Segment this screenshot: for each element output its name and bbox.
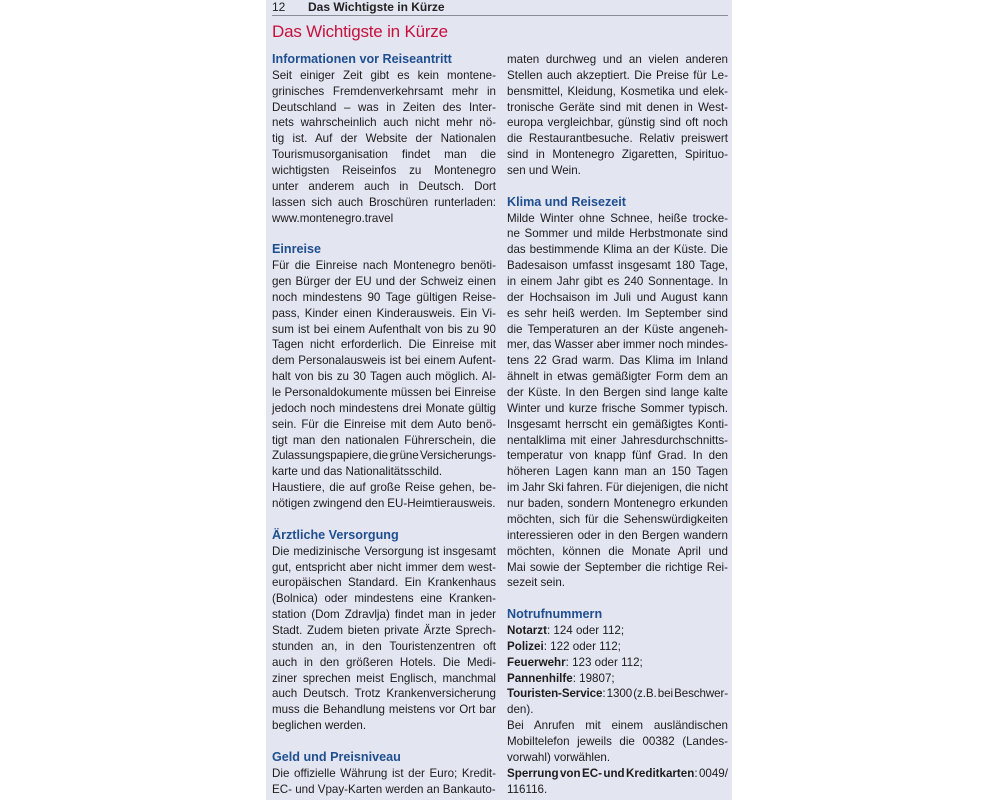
line-content (507, 624, 624, 637)
paragraph (507, 718, 728, 766)
line-content (507, 402, 728, 415)
text-line (507, 575, 728, 591)
section-heading (272, 52, 496, 68)
line-content (507, 767, 728, 780)
section-heading-text: Ärztliche Versorgung (272, 527, 399, 542)
line-content (507, 481, 728, 494)
line-text: möchten, sich für die Sehenswürdigkeiten (507, 512, 728, 526)
line-text: : 1300 (z.B. bei Beschwer- (602, 687, 728, 701)
line-content (272, 164, 496, 177)
line-content (272, 672, 496, 685)
line-content (272, 434, 496, 447)
line-text: bensmittel, Kleidung, Kosmetika und elek- (507, 84, 728, 98)
line-text: sind in Montenegro Zigaretten, Spirituo- (507, 148, 728, 162)
line-content (507, 69, 728, 82)
section-gap (272, 734, 496, 750)
paragraph (272, 544, 496, 734)
section-heading (272, 528, 496, 544)
line-content (272, 703, 496, 716)
line-text: sen und Wein. (507, 164, 581, 178)
text-line (507, 147, 728, 163)
right-column (507, 52, 728, 797)
text-line (507, 734, 728, 750)
line-content (272, 783, 496, 796)
line-text: interessieren oder in den Bergen wandern (507, 528, 728, 542)
section-heading (507, 195, 728, 211)
line-text: Die offizielle Währung ist der Euro; Kredit- (272, 766, 496, 780)
text-line (272, 464, 496, 480)
line-content (507, 227, 728, 240)
text-line (507, 464, 728, 480)
text-line (507, 750, 728, 766)
line-content (272, 592, 496, 605)
text-line (272, 131, 496, 147)
line-content (507, 672, 615, 685)
text-line (272, 560, 496, 576)
line-text: das bestimmende Klima an der Küste. Die (507, 243, 728, 257)
running-title: Das Wichtigste in Kürze (308, 0, 445, 14)
line-text: lassen sich auch Broschüren runterladen: (272, 195, 496, 209)
line-text: Stellen auch akzeptiert. Die Preise für Le- (507, 68, 728, 82)
text-line (272, 702, 496, 718)
line-content (272, 370, 496, 383)
line-text: EC- und Vpay-Karten werden an Bankauto- (272, 782, 496, 796)
text-line (272, 718, 496, 734)
text-line (272, 306, 496, 322)
text-line (272, 480, 496, 496)
line-content (272, 101, 496, 114)
text-line (272, 607, 496, 623)
line-text: tig ist. Auf der Website der Nationalen (272, 132, 496, 146)
line-content (272, 386, 496, 399)
paragraph (507, 639, 728, 655)
text-line (507, 623, 728, 639)
line-text: nentalklima mit einer Jahresdurchschnitts- (507, 433, 728, 447)
line-content (507, 497, 728, 510)
line-content (272, 449, 496, 462)
line-text: Stadt. Zudem bieten private Ärzte Sprech- (272, 623, 496, 637)
text-line (507, 528, 728, 544)
text-line (507, 766, 728, 782)
line-text: gen Bürger der EU und der Schweiz einen (272, 275, 496, 289)
line-text: sezeit sein. (507, 576, 565, 590)
line-text: grinisches Fremdenverkehrsamt mehr in (272, 84, 496, 98)
text-line (272, 68, 496, 84)
text-line (507, 211, 728, 227)
line-text: Milde Winter ohne Schnee, heiße trocke- (507, 211, 728, 225)
line-text: : 19807; (572, 671, 615, 685)
line-text: (Bolnica) oder mindestens eine Kranken- (272, 592, 496, 606)
text-line (507, 718, 728, 734)
line-text: 116116. (507, 782, 548, 796)
line-content (272, 656, 496, 669)
text-line (507, 337, 728, 353)
text-line (507, 782, 728, 798)
section-gap (507, 179, 728, 195)
line-content (272, 180, 496, 193)
line-text: station (Dom Zdravlja) findet man in jeder (272, 608, 496, 622)
bold-term: Notarzt (507, 623, 547, 637)
text-line (272, 84, 496, 100)
paragraph (507, 623, 728, 639)
text-line (272, 544, 496, 560)
text-line (272, 766, 496, 782)
section-heading-text: Notrufnummern (507, 607, 603, 622)
line-content (272, 465, 442, 478)
text-line (272, 433, 496, 449)
text-line (507, 686, 728, 702)
text-line (272, 163, 496, 179)
text-line (507, 131, 728, 147)
line-content (272, 307, 496, 320)
line-content (507, 465, 728, 478)
line-content (272, 481, 496, 494)
line-content (507, 640, 621, 653)
line-text: auch Deutsch. Trotz Krankenversicherung (272, 687, 496, 701)
line-text: noch mindestens 90 Tage gültigen Reise- (272, 290, 496, 304)
line-text: dem Personalausweis ist bei einem Aufent- (272, 354, 496, 368)
text-line (272, 417, 496, 433)
text-line (507, 274, 728, 290)
line-content (507, 243, 728, 256)
text-line (272, 195, 496, 211)
line-text: beglichen werden. (272, 719, 367, 733)
line-content (507, 687, 728, 700)
line-content (507, 735, 728, 748)
line-text: pass, Kinder einen Kinderausweis. Ein Vi- (272, 306, 496, 320)
bold-term: Sperrung von EC- und Kreditkarten (507, 766, 695, 780)
line-content (507, 434, 728, 447)
text-line (507, 84, 728, 100)
line-text: europa vergleichbar, günstig sind oft noch (507, 116, 728, 130)
line-content (272, 275, 496, 288)
text-line (507, 226, 728, 242)
line-text: gut, entspricht aber nicht immer dem west- (272, 560, 496, 574)
line-content (507, 116, 728, 129)
line-content (507, 418, 728, 431)
section-heading-text: Klima und Reisezeit (507, 194, 626, 209)
line-content (507, 307, 728, 320)
line-content (507, 323, 728, 336)
line-text: ne Sommer und milde Herbstmonate sind (507, 227, 728, 241)
line-text: sein. Für die Einreise mit dem Auto benö- (272, 417, 496, 431)
line-content (507, 354, 728, 367)
line-text: möchten, können die Monate April und (507, 544, 728, 558)
line-content (507, 85, 728, 98)
line-text: mer, das Wasser aber immer noch mindes- (507, 338, 728, 352)
line-content (507, 259, 728, 272)
line-content (507, 529, 728, 542)
line-content (272, 624, 496, 637)
text-line (507, 512, 728, 528)
line-content (272, 291, 496, 304)
section-heading-text: Geld und Preisniveau (272, 749, 401, 764)
line-text: Deutschland – was in Zeiten des Inter- (272, 100, 496, 114)
line-text: maten durchweg und an vielen anderen (507, 53, 728, 66)
line-text: Bei Anrufen mit einem ausländischen (507, 719, 728, 733)
line-text: tens 22 Grad warm. Das Klima im Inland (507, 354, 728, 368)
section-gap (507, 591, 728, 607)
text-line (507, 68, 728, 84)
text-line (272, 575, 496, 591)
text-line (507, 671, 728, 687)
line-content (507, 101, 728, 114)
line-content (507, 449, 728, 462)
line-text: wichtigsten Reiseinfos zu Montenegro (272, 164, 496, 178)
line-content (507, 783, 547, 796)
line-text: : 0049/ (694, 766, 728, 780)
line-text: : 122 oder 112; (543, 639, 621, 653)
text-line (272, 100, 496, 116)
line-text: den). (507, 703, 534, 717)
line-text: Badesaison umfasst insgesamt 180 Tage, (507, 259, 728, 273)
line-content (507, 751, 610, 764)
text-line (272, 179, 496, 195)
text-line (507, 115, 728, 131)
line-content (272, 148, 496, 161)
line-text: le Personaldokumente müssen bei Einreise (272, 386, 496, 400)
line-content (272, 608, 496, 621)
line-content (272, 640, 496, 653)
text-line (507, 544, 728, 560)
text-line (272, 782, 496, 798)
bold-term: Touristen-Service (507, 687, 603, 701)
line-content (507, 148, 728, 161)
line-text: www.montenegro.travel (272, 211, 394, 225)
text-line (272, 623, 496, 639)
paragraph (507, 655, 728, 671)
text-line (507, 258, 728, 274)
line-text: europäischen Standard. Ein Krankenhaus (272, 576, 496, 590)
line-text: Die medizinische Versorgung ist insgesamt (272, 544, 496, 558)
line-text: nur baden, sondern Montenegro erkunden (507, 497, 728, 511)
text-line (507, 417, 728, 433)
text-line (507, 702, 728, 718)
text-line (272, 496, 496, 512)
line-text: stunden an, in den Touristenzentren oft (272, 639, 496, 653)
text-line (507, 163, 728, 179)
text-line (507, 496, 728, 512)
line-text: Mobiltelefon jeweils die 00382 (Landes- (507, 734, 728, 748)
paragraph (507, 671, 728, 687)
line-text: vorwahl) vorwählen. (507, 750, 611, 764)
text-line (507, 385, 728, 401)
left-column (272, 52, 496, 797)
paragraph (272, 258, 496, 480)
text-line (272, 655, 496, 671)
line-content (507, 386, 728, 399)
text-line (272, 353, 496, 369)
text-line (507, 433, 728, 449)
paragraph (272, 68, 496, 227)
text-line (272, 337, 496, 353)
text-line (272, 401, 496, 417)
text-line (272, 591, 496, 607)
section-heading-text: Einreise (272, 242, 322, 257)
line-content (507, 53, 728, 66)
section-gap (272, 512, 496, 528)
text-line (507, 52, 728, 68)
line-text: die Temperaturen an der Küste angeneh- (507, 322, 728, 336)
text-line (507, 290, 728, 306)
paragraph (507, 686, 728, 718)
line-text: temperatur von knapp fünf Grad. In den (507, 449, 728, 463)
line-content (272, 259, 496, 272)
page-title: Das Wichtigste in Kürze (272, 22, 448, 41)
line-text: in einem Jahr gibt es 240 Sonnentage. In (507, 275, 728, 289)
section-heading (507, 607, 728, 623)
section-heading-text: Informationen vor Reiseantritt (272, 52, 452, 66)
line-text: muss die Behandlung meistens vor Ort bar (272, 703, 496, 717)
text-line (507, 639, 728, 655)
text-line (272, 211, 496, 227)
text-line (507, 306, 728, 322)
line-text: die Restaurantbesuche. Relativ preiswert (507, 132, 728, 146)
line-content (507, 164, 581, 177)
text-line (272, 448, 496, 464)
line-content (507, 561, 728, 574)
text-line (272, 322, 496, 338)
line-text: Tourismusorganisation findet man die (272, 148, 496, 162)
line-content (507, 275, 728, 288)
text-line (272, 258, 496, 274)
line-content (507, 513, 728, 526)
line-content (272, 687, 496, 700)
line-content (507, 212, 728, 225)
line-content (272, 116, 496, 129)
line-content (272, 418, 496, 431)
line-text: halt von bis zu 30 Tagen auch möglich. Al- (272, 370, 496, 384)
line-text: Seit einiger Zeit gibt es kein montene- (272, 68, 496, 82)
line-content (272, 338, 496, 351)
paragraph (507, 766, 728, 798)
line-text: jedoch noch mindestens drei Monate gültig (272, 401, 496, 415)
line-text: es sehr heiß werden. Im September sind (507, 306, 728, 320)
line-text: karte und das Nationalitätsschild. (272, 465, 443, 479)
text-line (507, 401, 728, 417)
text-line (507, 322, 728, 338)
line-text: der Küste. In den Bergen sind lange kalte (507, 386, 728, 400)
line-text: Tagen nicht erforderlich. Die Einreise mit (272, 338, 496, 352)
text-line (507, 100, 728, 116)
line-content (272, 132, 496, 145)
line-content (507, 132, 728, 145)
line-content (507, 291, 728, 304)
paragraph (507, 52, 728, 179)
text-line (272, 274, 496, 290)
text-line (272, 671, 496, 687)
line-content (272, 719, 366, 732)
line-text: nets wahrscheinlich auch nicht mehr nö- (272, 116, 496, 130)
line-content (272, 402, 496, 415)
text-line (272, 290, 496, 306)
line-text: unter anderem auch in Deutsch. Dort (272, 179, 496, 193)
line-text: Für die Einreise nach Montenegro benöti- (272, 259, 496, 273)
line-text: Haustiere, die auf große Reise gehen, be- (272, 481, 496, 495)
page-number: 12 (272, 0, 286, 14)
text-line (507, 480, 728, 496)
bold-term: Feuerwehr (507, 655, 566, 669)
line-text: : 123 oder 112; (565, 655, 643, 669)
text-line (507, 369, 728, 385)
section-heading (272, 242, 496, 258)
line-text: Mai sowie der September die richtige Rei- (507, 560, 728, 574)
text-line (272, 369, 496, 385)
running-header (272, 0, 728, 16)
line-content (272, 354, 496, 367)
line-content (272, 497, 496, 510)
line-text: nötigen zwingend den EU-Heimtierausweis. (272, 497, 496, 511)
line-text: ziner sprechen meist Englisch, manchmal (272, 671, 496, 685)
text-line (272, 115, 496, 131)
line-content (507, 656, 643, 669)
line-content (272, 323, 496, 336)
bold-term: Pannenhilfe (507, 671, 573, 685)
line-text: Winter und kurze frische Sommer typisch. (507, 401, 728, 415)
section-heading (272, 750, 496, 766)
line-content (272, 212, 393, 225)
line-content (507, 719, 728, 732)
text-line (507, 448, 728, 464)
line-content (507, 338, 728, 351)
line-text: sum ist bei einem Aufenthalt von bis zu 90 (272, 322, 496, 336)
line-text: : 124 oder 112; (546, 623, 625, 637)
text-line (272, 686, 496, 702)
bold-term: Polizei (507, 639, 544, 653)
line-content (272, 576, 496, 589)
line-content (507, 576, 565, 589)
line-text: tronische Geräte sind mit denen in West- (507, 100, 728, 114)
paragraph (272, 766, 496, 798)
line-text: im Jahr Ski fahren. Für diejenigen, die nicht (507, 481, 728, 495)
paragraph (507, 211, 728, 592)
text-line (507, 242, 728, 258)
line-content (272, 561, 496, 574)
text-line (507, 655, 728, 671)
text-line (272, 385, 496, 401)
line-content (272, 85, 496, 98)
line-content (272, 545, 496, 558)
text-line (272, 147, 496, 163)
line-content (272, 69, 496, 82)
line-text: tigt man den nationalen Führerschein, die (272, 433, 496, 447)
line-text: höheren Lagen kann man an 150 Tagen (507, 465, 728, 479)
text-line (507, 560, 728, 576)
line-text: ähnelt in etwas gemäßigter Form dem an (507, 370, 728, 384)
line-content (272, 767, 496, 780)
line-content (507, 370, 728, 383)
paragraph (272, 480, 496, 512)
line-text: Insgesamt herrscht ein gemäßigtes Konti- (507, 417, 728, 431)
line-text: Zulassungspapiere, die grüne Versicherungs- (272, 449, 496, 463)
line-content (507, 545, 728, 558)
line-content (507, 703, 533, 716)
line-content (272, 196, 496, 209)
text-line (507, 353, 728, 369)
section-gap (272, 226, 496, 242)
line-text: auch in den größeren Hotels. Die Medi- (272, 655, 496, 669)
text-line (272, 639, 496, 655)
line-text: der Hochsaison im Juli und August kann (507, 290, 728, 304)
